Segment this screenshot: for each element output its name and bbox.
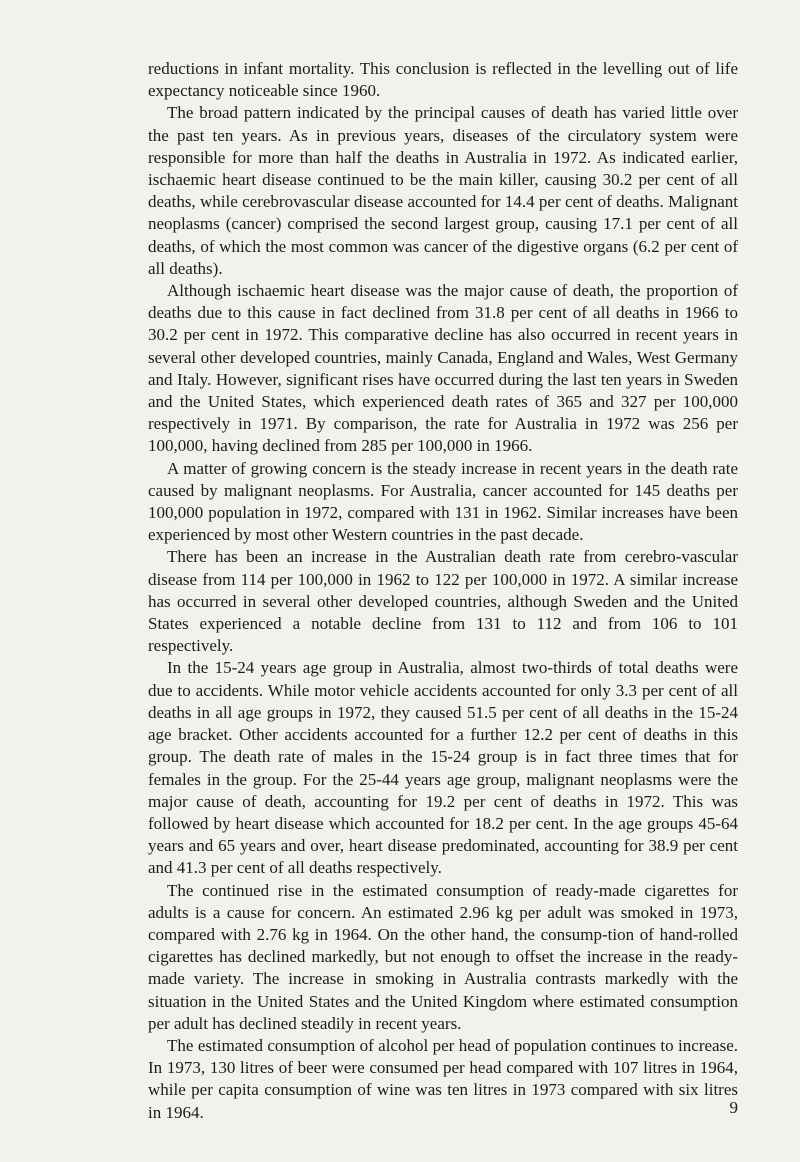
paragraph-alcohol-consumption: The estimated consumption of alcohol per head of population continues to increase. In 1973, 130 litres of beer were consumed per head compared with 107 litres in 1964, while per capita consumption of wine was ten litres in 1973 compared with six litres in 1964. [148, 1035, 738, 1122]
paragraph-continuation-infant-mortality: reductions in infant mortality. This conclusion is reflected in the levelling out of life expectancy noticeable since 1960. [148, 59, 738, 101]
paragraph-ischaemic-heart-disease: Although ischaemic heart disease was the major cause of death, the proportion of deaths due to this cause in fact declined from 31.8 per cent of all deaths in 1966 to 30.2 per cent in 1972. This comparative decline has also occurred in recent years in several other developed countries, mainly Canada, England and Wales, West Germany and Italy. However, significant rises have occurred during the last ten years in Sweden and the United States, which experienced death rates of 365 and 327 per 100,000 respectively in 1971. By comparison, the rate for Australia in 1972 was 256 per 100,000, having declined from 285 per 100,000 in 1966. [148, 281, 738, 456]
paragraph-cigarette-consumption: The continued rise in the estimated consumption of ready-made cigarettes for adults is a cause for concern. An estimated 2.96 kg per adult was smoked in 1973, compared with 2.76 kg in 1964. On the other hand, the consump-tion of hand-rolled cigarettes has declined markedly, but not enough to offset the increase in the ready-made variety. The increase in smoking in Australia contrasts markedly with the situation in the United States and the United Kingdom where estimated consumption per adult has declined steadily in recent years. [148, 880, 738, 1033]
paragraph-cerebrovascular-disease: There has been an increase in the Australian death rate from cerebro-vascular disease from 114 per 100,000 in 1962 to 122 per 100,000 in 1972. A similar increase has occurred in several other developed countries, although Sweden and the United States experienced a notable decline from 131 to 112 and from 106 to 101 respectively. [148, 547, 738, 656]
page-body [148, 58, 738, 1124]
paragraph-age-groups-accidents: In the 15-24 years age group in Australia, almost two-thirds of total deaths were due to accidents. While motor vehicle accidents accounted for only 3.3 per cent of all deaths in all age groups in 1972, they caused 51.5 per cent of all deaths in the 15-24 age bracket. Other accidents accounted for a further 12.2 per cent of deaths in this group. The death rate of males in the 15-24 group is in fact three times that for females in the group. For the 25-44 years age group, malignant neoplasms were the major cause of death, accounting for 19.2 per cent of deaths in 1972. This was followed by heart disease which accounted for 18.2 per cent. In the age groups 45-64 years and 65 years and over, heart disease predominated, accounting for 38.9 per cent and 41.3 per cent of all deaths respectively. [148, 658, 738, 878]
page-number: 9 [729, 1098, 738, 1117]
paragraph-malignant-neoplasms: A matter of growing concern is the steady increase in recent years in the death rate caused by malignant neoplasms. For Australia, cancer accounted for 145 deaths per 100,000 population in 1972, compared with 131 in 1962. Similar increases have been experienced by most other Western countries in the past decade. [148, 458, 738, 545]
paragraph-principal-causes-of-death: The broad pattern indicated by the principal causes of death has varied little over the past ten years. As in previous years, diseases of the circulatory system were responsible for more than half the deaths in Australia in 1972. As indicated earlier, ischaemic heart disease continued to be the main killer, causing 30.2 per cent of all deaths, while cerebrovascular disease accounted for 14.4 per cent of deaths. Malignant neoplasms (cancer) comprised the second largest group, causing 17.1 per cent of all deaths, of which the most common was cancer of the digestive organs (6.2 per cent of all deaths). [148, 103, 738, 278]
